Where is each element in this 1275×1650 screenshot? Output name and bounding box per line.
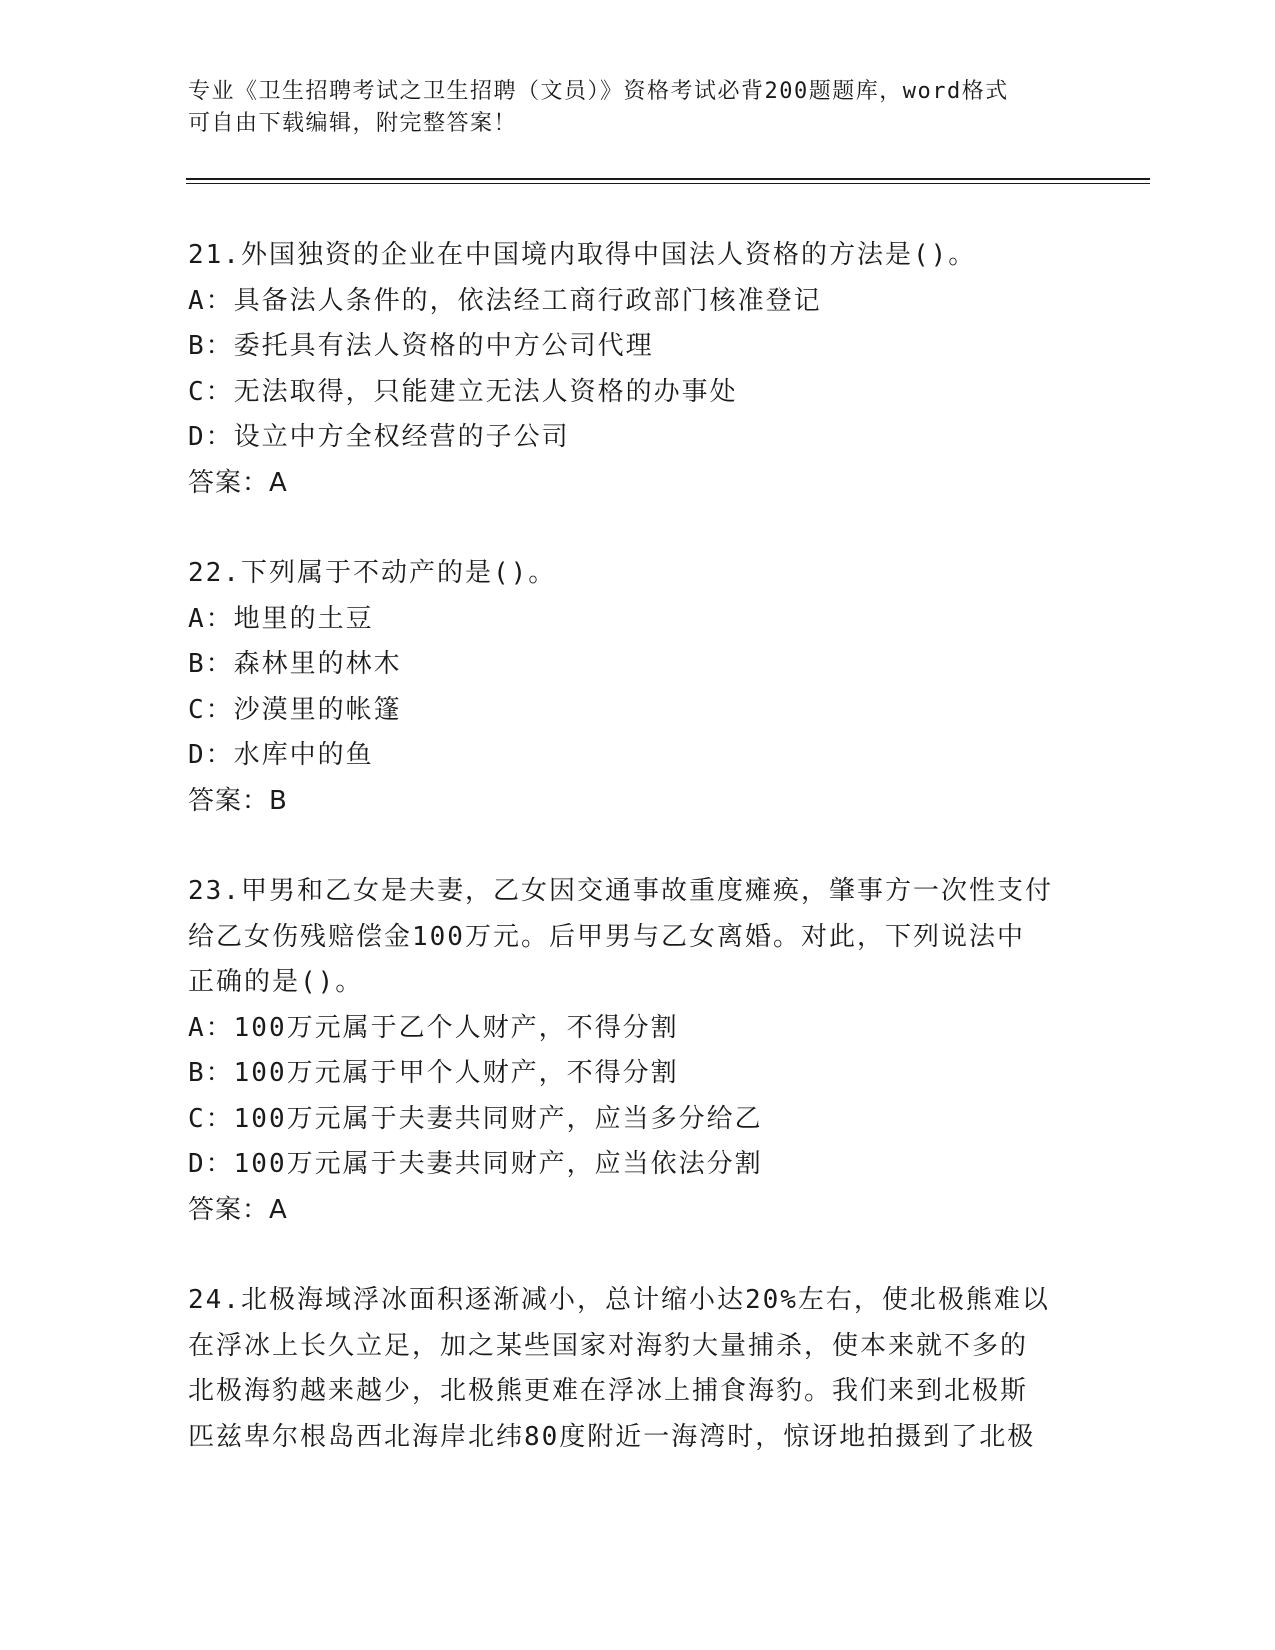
question-stem-line-2: 在浮冰上长久立足，加之某些国家对海豹大量捕杀，使本来就不多的 (188, 1330, 1029, 1361)
header-line-2: 可自由下载编辑，附完整答案！ (188, 111, 518, 136)
question-stem-line-3: 北极海豹越来越少，北极熊更难在浮冰上捕食海豹。我们来到北极斯 (188, 1376, 1029, 1406)
option-c: C：沙漠里的帐篷 (188, 694, 402, 725)
option-c: C：无法取得，只能建立无法人资格的办事处 (188, 376, 738, 407)
option-d: D：水库中的鱼 (188, 740, 374, 770)
question-stem-line-1: 24.北极海域浮冰面积逐渐减小，总计缩小达20%左右，使北极熊难以 (188, 1285, 1050, 1315)
option-d: D：设立中方全权经营的子公司 (188, 422, 570, 452)
question-stem-line-2: 给乙女伤残赔偿金100万元。后甲男与乙女离婚。对此，下列说法中 (188, 921, 1025, 952)
question-stem: 22.下列属于不动产的是()。 (188, 558, 557, 588)
question-22 (188, 551, 1088, 824)
question-stem-line-3: 正确的是()。 (188, 967, 364, 997)
question-23 (188, 869, 1088, 1233)
document-header (188, 76, 1068, 140)
question-stem-line-1: 23.甲男和乙女是夫妻，乙女因交通事故重度瘫痪，肇事方一次性支付 (188, 876, 1053, 906)
option-a: A：具备法人条件的，依法经工商行政部门核准登记 (188, 285, 822, 316)
question-stem: 21.外国独资的企业在中国境内取得中国法人资格的方法是()。 (188, 240, 977, 270)
question-21 (188, 233, 1088, 506)
option-d: D：100万元属于夫妻共同财产，应当依法分割 (188, 1149, 763, 1179)
question-stem-line-4: 匹兹卑尔根岛西北海岸北纬80度附近一海湾时，惊讶地拍摄到了北极 (188, 1421, 1036, 1452)
answer: 答案：A (188, 1194, 288, 1225)
question-list (188, 233, 1088, 1505)
option-b: B：森林里的林木 (188, 649, 402, 679)
option-a: A：100万元属于乙个人财产，不得分割 (188, 1012, 679, 1043)
option-b: B：100万元属于甲个人财产，不得分割 (188, 1058, 679, 1088)
option-a: A：地里的土豆 (188, 603, 374, 634)
question-24 (188, 1278, 1088, 1460)
answer: 答案：A (188, 467, 288, 498)
header-rule-thick (186, 178, 1150, 180)
answer: 答案：B (188, 785, 288, 816)
header-line-1: 专业《卫生招聘考试之卫生招聘（文员）》资格考试必背200题题库，word格式 (188, 79, 1009, 104)
option-b: B：委托具有法人资格的中方公司代理 (188, 331, 654, 361)
header-rule-thin (186, 183, 1150, 184)
option-c: C：100万元属于夫妻共同财产，应当多分给乙 (188, 1103, 763, 1134)
